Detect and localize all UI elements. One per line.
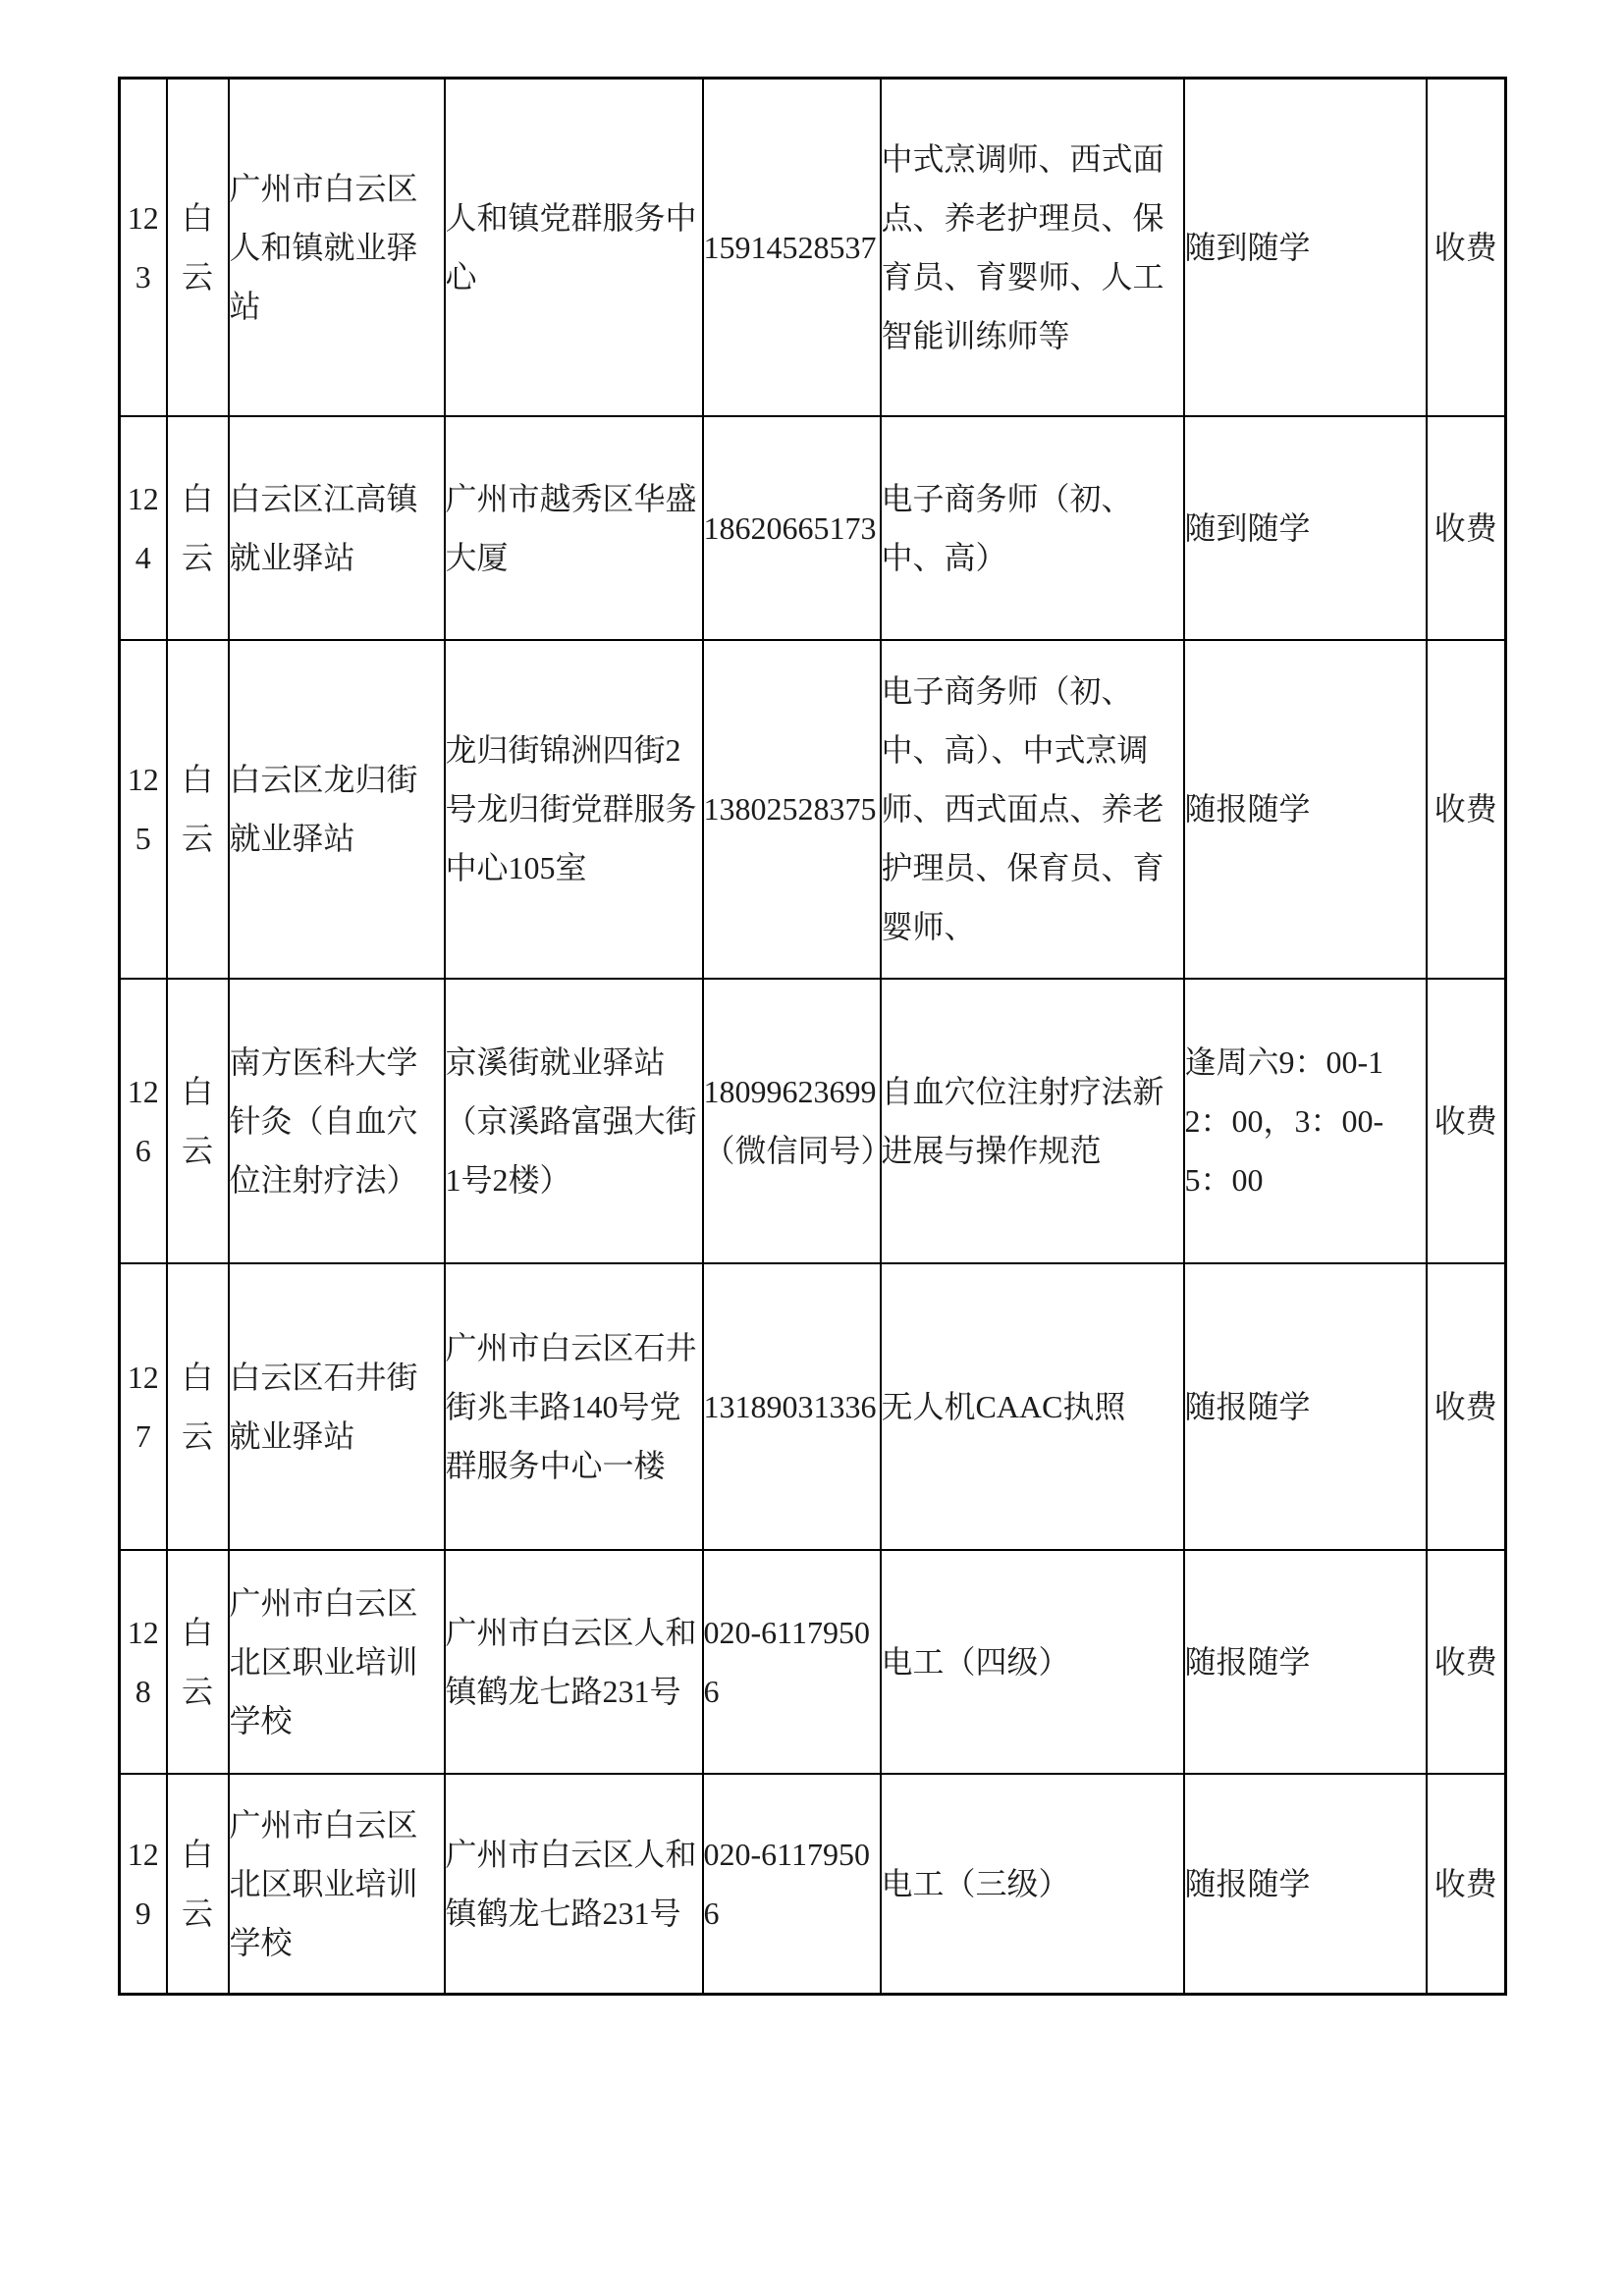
table-row	[120, 79, 1506, 416]
cell-phone: 020-61179506	[703, 1774, 881, 1995]
cell-phone: 15914528537	[703, 79, 881, 416]
table-row	[120, 416, 1506, 640]
cell-number: 123	[120, 79, 167, 416]
cell-institution: 广州市白云区北区职业培训学校	[229, 1774, 445, 1995]
cell-phone: 13802528375	[703, 640, 881, 979]
cell-phone: 18099623699（微信同号）	[703, 979, 881, 1263]
cell-district: 白云	[167, 1550, 229, 1774]
cell-number: 124	[120, 416, 167, 640]
cell-fee: 收费	[1427, 640, 1506, 979]
cell-training-content: 中式烹调师、西式面点、养老护理员、保育员、育婴师、人工智能训练师等	[881, 79, 1184, 416]
table-row	[120, 1550, 1506, 1774]
cell-training-content: 电子商务师（初、中、高）、中式烹调师、西式面点、养老护理员、保育员、育婴师、	[881, 640, 1184, 979]
training-registry-table	[118, 77, 1507, 1996]
cell-phone: 13189031336	[703, 1263, 881, 1550]
cell-address: 京溪街就业驿站（京溪路富强大街1号2楼）	[445, 979, 703, 1263]
cell-fee: 收费	[1427, 416, 1506, 640]
cell-fee: 收费	[1427, 1774, 1506, 1995]
table-row	[120, 1774, 1506, 1995]
table-row	[120, 1263, 1506, 1550]
cell-schedule: 随报随学	[1184, 1550, 1427, 1774]
cell-training-content: 电工（四级）	[881, 1550, 1184, 1774]
cell-number: 125	[120, 640, 167, 979]
cell-district: 白云	[167, 640, 229, 979]
cell-institution: 广州市白云区北区职业培训学校	[229, 1550, 445, 1774]
cell-schedule: 逢周六9：00-12：00，3：00-5：00	[1184, 979, 1427, 1263]
cell-address: 人和镇党群服务中心	[445, 79, 703, 416]
cell-address: 广州市白云区人和镇鹤龙七路231号	[445, 1774, 703, 1995]
cell-schedule: 随到随学	[1184, 416, 1427, 640]
cell-training-content: 电子商务师（初、中、高）	[881, 416, 1184, 640]
cell-address: 广州市白云区石井街兆丰路140号党群服务中心一楼	[445, 1263, 703, 1550]
cell-institution: 广州市白云区人和镇就业驿站	[229, 79, 445, 416]
cell-schedule: 随报随学	[1184, 640, 1427, 979]
cell-institution: 南方医科大学针灸（自血穴位注射疗法）	[229, 979, 445, 1263]
cell-address: 广州市越秀区华盛大厦	[445, 416, 703, 640]
cell-training-content: 无人机CAAC执照	[881, 1263, 1184, 1550]
cell-district: 白云	[167, 1263, 229, 1550]
cell-training-content: 自血穴位注射疗法新进展与操作规范	[881, 979, 1184, 1263]
cell-fee: 收费	[1427, 979, 1506, 1263]
cell-fee: 收费	[1427, 79, 1506, 416]
cell-address: 龙归街锦洲四街2号龙归街党群服务中心105室	[445, 640, 703, 979]
cell-phone: 020-61179506	[703, 1550, 881, 1774]
cell-institution: 白云区石井街就业驿站	[229, 1263, 445, 1550]
table-row	[120, 640, 1506, 979]
cell-number: 127	[120, 1263, 167, 1550]
cell-fee: 收费	[1427, 1263, 1506, 1550]
cell-district: 白云	[167, 1774, 229, 1995]
cell-address: 广州市白云区人和镇鹤龙七路231号	[445, 1550, 703, 1774]
cell-district: 白云	[167, 416, 229, 640]
cell-district: 白云	[167, 979, 229, 1263]
cell-institution: 白云区江高镇就业驿站	[229, 416, 445, 640]
cell-phone: 18620665173	[703, 416, 881, 640]
cell-fee: 收费	[1427, 1550, 1506, 1774]
cell-district: 白云	[167, 79, 229, 416]
cell-number: 128	[120, 1550, 167, 1774]
cell-schedule: 随到随学	[1184, 79, 1427, 416]
cell-schedule: 随报随学	[1184, 1774, 1427, 1995]
cell-institution: 白云区龙归街就业驿站	[229, 640, 445, 979]
cell-number: 126	[120, 979, 167, 1263]
cell-schedule: 随报随学	[1184, 1263, 1427, 1550]
table-row	[120, 979, 1506, 1263]
cell-training-content: 电工（三级）	[881, 1774, 1184, 1995]
cell-number: 129	[120, 1774, 167, 1995]
